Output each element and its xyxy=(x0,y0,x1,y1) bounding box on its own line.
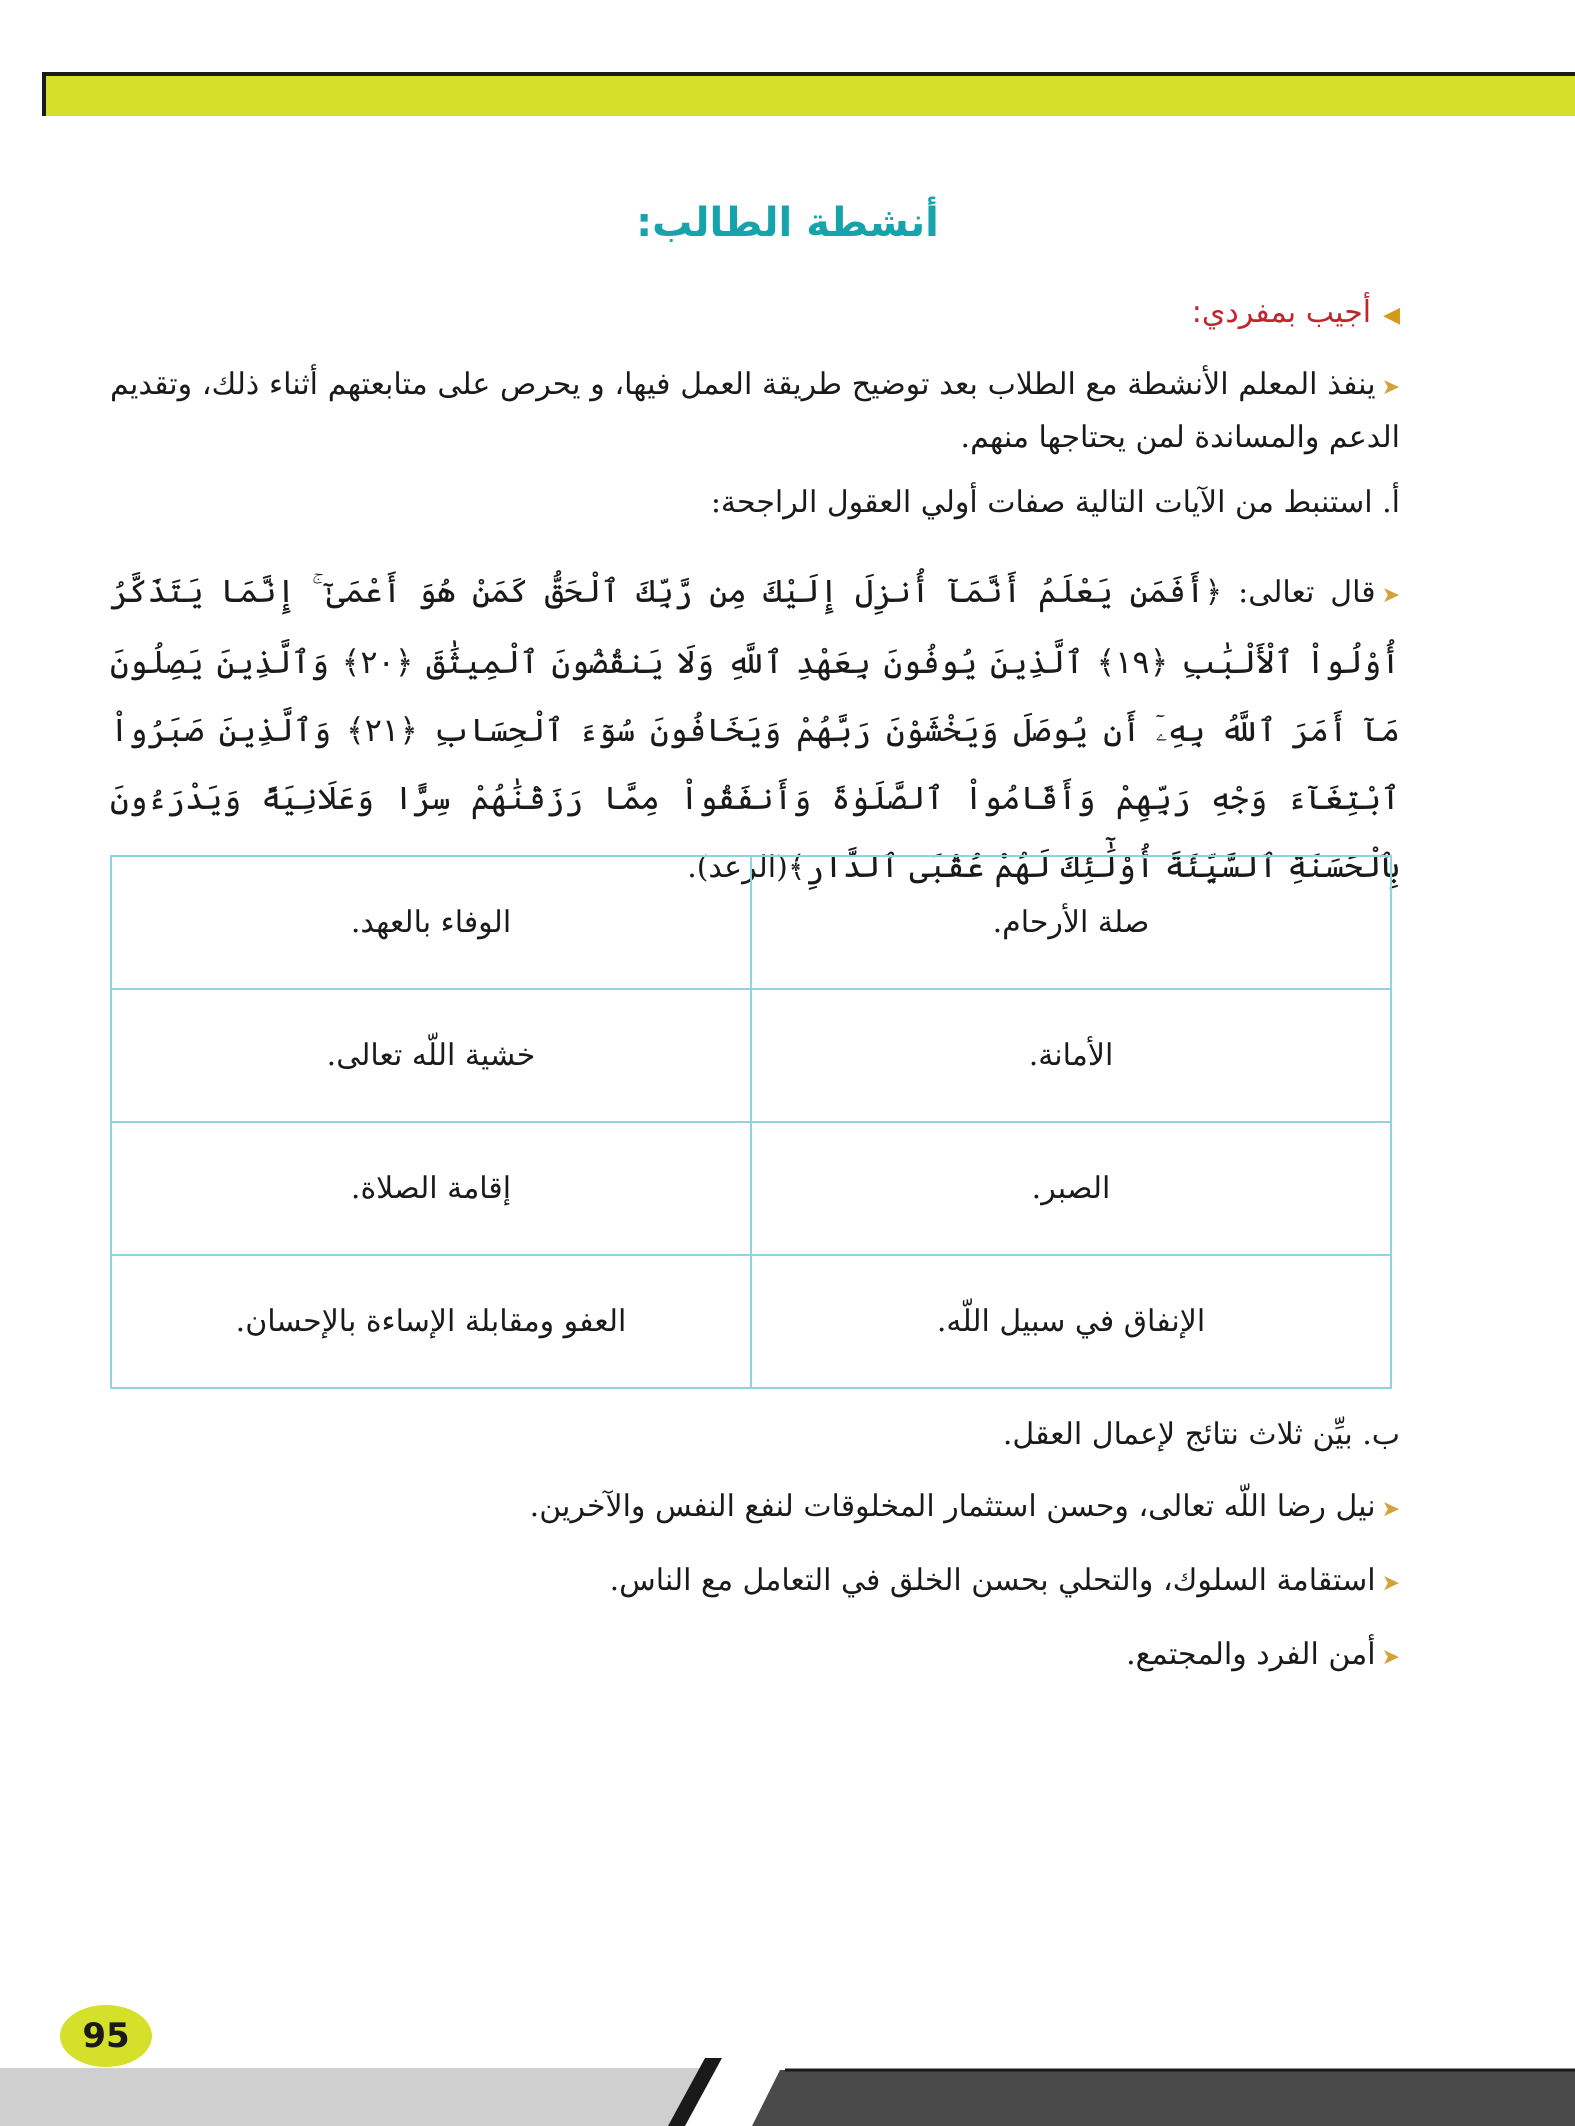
result-text: أمن الفرد والمجتمع. xyxy=(1126,1637,1376,1672)
footer-grey-band xyxy=(0,2068,700,2126)
verse-text: أَفَمَن يَعْلَمُ أَنَّمَآ أُنزِلَ إِلَيْكَ مِن رَّبِّكَ ٱلْحَقُّ كَمَنْ هُوَ أَعْمَىٰٓ ۚ إِنَّمَا يَتَذَكَّرُ أُوْلُواْ ٱلْأَلْبَٰبِ ﴿١٩﴾ ٱلَّذِينَ يُوفُونَ بِعَهْدِ ٱللَّهِ وَلَا يَنقُضُونَ ٱلْمِيثَٰقَ ﴿٢٠﴾ وَٱلَّذِينَ يَصِلُونَ مَآ أَمَرَ ٱللَّهُ بِهِۦٓ أَن يُوصَلَ وَيَخْشَوْنَ رَبَّهُمْ وَيَخَافُونَ سُوٓءَ ٱلْحِسَابِ ﴿٢١﴾ وَٱلَّذِينَ صَبَرُواْ ٱبْتِغَآءَ وَجْهِ رَبِّهِمْ وَأَقَامُواْ ٱلصَّلَوٰةَ وَأَنفَقُواْ مِمَّا رَزَقْنَٰهُمْ سِرًّا وَعَلَانِيَةً وَيَدْرَءُونَ بِٱلْحَسَنَةِ ٱلسَّيِّئَةَ أُوْلَٰٓئِكَ لَهُمْ عُقْبَى ٱلدَّارِ xyxy=(110,572,1401,885)
arrow-bullet-icon: ➤ xyxy=(1381,583,1400,608)
table-cell: الإنفاق في سبيل اللّه. xyxy=(751,1255,1391,1388)
table-cell: الوفاء بالعهد. xyxy=(111,856,751,989)
footer-stripes xyxy=(0,2058,1575,2126)
verse-intro: قال تعالى: xyxy=(1238,575,1376,610)
result-item xyxy=(110,1630,1400,1683)
table-cell: العفو ومقابلة الإساءة بالإحسان. xyxy=(111,1255,751,1388)
activity-heading xyxy=(1192,295,1400,330)
teacher-note xyxy=(110,360,1400,463)
result-item xyxy=(110,1482,1400,1535)
page-number: 95 xyxy=(60,2005,152,2067)
verse-close-bracket: ﴾ xyxy=(787,850,806,885)
footer-dark-band xyxy=(752,2070,1575,2126)
top-color-band xyxy=(42,72,1575,116)
traits-table xyxy=(110,855,1392,1389)
result-text: استقامة السلوك، والتحلي بحسن الخلق في التعامل مع الناس. xyxy=(609,1563,1376,1598)
table-row xyxy=(111,989,1391,1122)
arrow-bullet-icon: ➤ xyxy=(1381,1645,1400,1670)
table-row xyxy=(111,856,1391,989)
arrow-bullet-icon: ➤ xyxy=(1381,1571,1400,1596)
verse-source: (الرعد). xyxy=(687,850,788,885)
result-text: نيل رضا اللّه تعالى، وحسن استثمار المخلوقات لنفع النفس والآخرين. xyxy=(529,1489,1376,1524)
page-title: أنشطة الطالب: xyxy=(636,200,939,246)
triangle-marker-icon: ◀ xyxy=(1383,303,1400,328)
table-cell: الأمانة. xyxy=(751,989,1391,1122)
table-row xyxy=(111,1255,1391,1388)
result-item xyxy=(110,1556,1400,1609)
activity-heading-text: أجيب بمفردي: xyxy=(1191,295,1372,330)
arrow-bullet-icon: ➤ xyxy=(1381,1497,1400,1522)
table-cell: الصبر. xyxy=(751,1122,1391,1255)
part-a-question: أ. استنبط من الآيات التالية صفات أولي العقول الراجحة: xyxy=(710,485,1400,520)
verse-block xyxy=(110,558,1400,901)
part-b-question: ب. بيِّن ثلاث نتائج لإعمال العقل. xyxy=(1002,1417,1400,1452)
table-cell: صلة الأرحام. xyxy=(751,856,1391,989)
table-cell: خشية اللّه تعالى. xyxy=(111,989,751,1122)
verse-open-bracket: ﴿ xyxy=(1204,575,1223,610)
table-row xyxy=(111,1122,1391,1255)
teacher-note-text: ينفذ المعلم الأنشطة مع الطلاب بعد توضيح طريقة العمل فيها، و يحرص على متابعتهم أثناء ذلك، وتقديم الدعم والمساندة لمن يحتاجها منهم. xyxy=(110,367,1400,455)
table-cell: إقامة الصلاة. xyxy=(111,1122,751,1255)
arrow-bullet-icon: ➤ xyxy=(1381,375,1400,400)
